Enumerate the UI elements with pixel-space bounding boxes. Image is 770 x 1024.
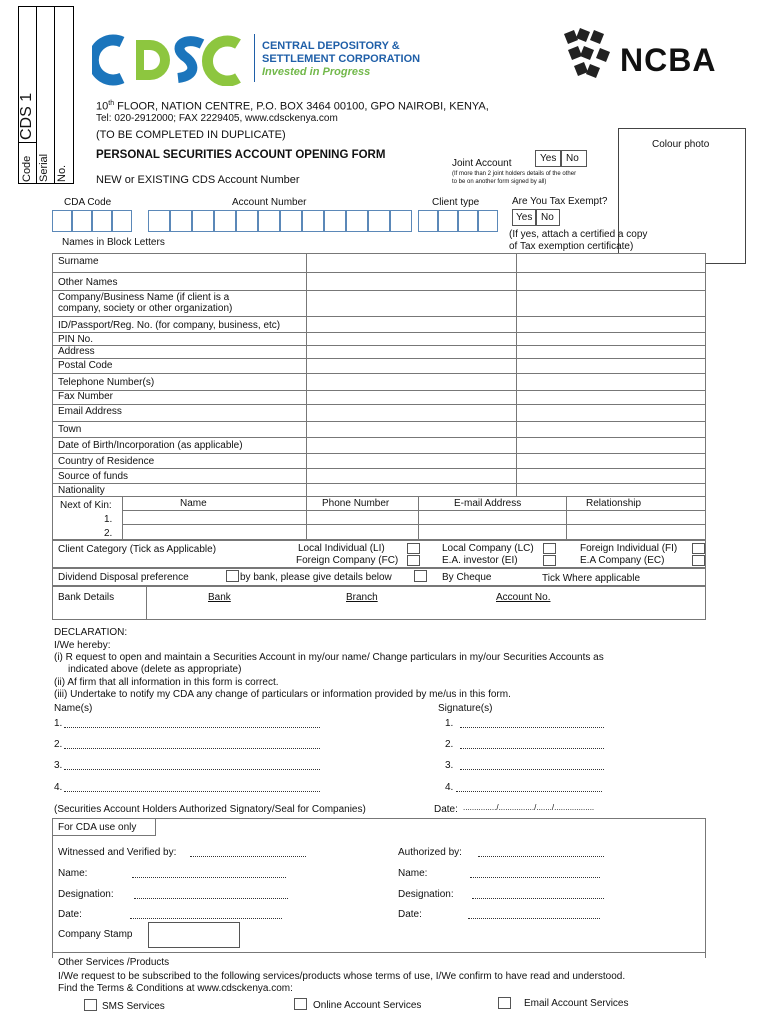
account-digit-box[interactable] [148, 210, 170, 232]
kin-row-line [122, 524, 706, 525]
name-num-4: 4. [54, 782, 63, 793]
cda-code-label: CDA Code [64, 197, 112, 208]
declaration-hereby: I/We hereby: [54, 640, 111, 651]
cda-code-box[interactable] [52, 210, 72, 232]
witnessed-label: Witnessed and Verified by: [58, 847, 177, 858]
dividend-bank-box[interactable] [226, 570, 239, 582]
client-type-label: Client type [432, 197, 480, 208]
field-fax: Fax Number [58, 391, 114, 402]
field-source: Source of funds [58, 471, 129, 482]
online-checkbox[interactable] [294, 998, 307, 1010]
dividend-cheque-opt: By Cheque [442, 572, 492, 583]
field-town: Town [58, 424, 82, 435]
tax-yes: Yes [516, 212, 533, 223]
cda-code-box[interactable] [72, 210, 92, 232]
bank-details-row [52, 586, 706, 620]
services-divider [52, 952, 706, 953]
side-divider-h [18, 142, 36, 143]
cat-ea-co: E.A Company (EC) [580, 555, 665, 566]
form-title: PERSONAL SECURITIES ACCOUNT OPENING FORM [96, 149, 386, 161]
account-no-label: Account No. [496, 592, 551, 603]
signature-line[interactable] [456, 791, 602, 792]
row-line [52, 290, 706, 291]
cat-ea-co-box[interactable] [692, 555, 705, 566]
cda-date-line[interactable] [130, 918, 282, 919]
email-checkbox[interactable] [498, 997, 511, 1009]
account-digit-box[interactable] [302, 210, 324, 232]
dividend-bank-opt: by bank, please give details below [240, 572, 392, 583]
cda-name-label-2: Name: [398, 868, 428, 879]
services-line1: I/We request to be subscribed to the following services/products whose terms of use, I/We confirm to have read and understood. [58, 971, 626, 982]
kin-col [122, 496, 123, 540]
cat-ea-inv: E.A. investor (EI) [442, 555, 518, 566]
address-post: FLOOR, NATION CENTRE, P.O. BOX 3464 00100, GPO NAIROBI, KENYA, [114, 100, 489, 113]
cda-date-line-2[interactable] [468, 918, 600, 919]
authorized-label: Authorized by: [398, 847, 462, 858]
signature-line[interactable] [460, 769, 604, 770]
cda-date-label-2: Date: [398, 909, 422, 920]
side-divider-2 [54, 6, 55, 184]
declaration-title: DECLARATION: [54, 627, 128, 638]
joint-note-1: (If more than 2 joint holders details of the other [452, 171, 577, 177]
account-digit-box[interactable] [236, 210, 258, 232]
tagline: Invested in Progress [262, 66, 371, 78]
designation-label-2: Designation: [398, 889, 454, 900]
cat-foreign-co-box[interactable] [407, 555, 420, 566]
signature-head: Signature(s) [438, 703, 493, 714]
kin-col [418, 496, 419, 540]
date-label: Date: [434, 804, 458, 815]
declaration-i1b: indicated above (delete as appropriate) [68, 664, 242, 675]
field-pin: PIN No. [58, 334, 94, 345]
cat-foreign-ind: Foreign Individual (FI) [580, 543, 678, 554]
dividend-label: Dividend Disposal preference [58, 572, 189, 583]
address-sup: th [108, 100, 115, 107]
bank-col [146, 586, 147, 620]
sig-num-3: 3. [445, 760, 454, 771]
cda-code-box[interactable] [112, 210, 132, 232]
tel-line: Tel: 020-2912000; FAX 2229405, www.cdsckenya.com [96, 113, 338, 124]
org-line2: SETTLEMENT CORPORATION [262, 53, 421, 65]
services-title: Other Services /Products [58, 957, 170, 968]
name-num-1: 1. [54, 718, 63, 729]
duplicate-note: (TO BE COMPLETED IN DUPLICATE) [96, 129, 286, 141]
side-divider-1 [36, 6, 37, 184]
email-service-label: Email Account Services [524, 998, 629, 1009]
cda-code-box[interactable] [92, 210, 112, 232]
services-line2: Find the Terms & Conditions at www.cdsckenya.com: [58, 983, 293, 994]
account-digit-box[interactable] [214, 210, 236, 232]
client-type-box[interactable] [478, 210, 498, 232]
category-label: Client Category (Tick as Applicable) [58, 544, 217, 555]
address-pre: 10 [96, 100, 109, 113]
kin-row-2: 2. [104, 528, 113, 539]
dividend-tick: Tick Where applicable [542, 573, 641, 584]
tax-question: Are You Tax Exempt? [512, 196, 608, 207]
cat-foreign-ind-box[interactable] [692, 543, 705, 554]
bank-label: Bank [208, 592, 231, 603]
account-digit-box[interactable] [280, 210, 302, 232]
cda-name-line[interactable] [132, 877, 286, 878]
cat-ea-inv-box[interactable] [543, 555, 556, 566]
dividend-cheque-box[interactable] [414, 570, 427, 582]
cdsc-logo-icon [92, 34, 244, 86]
account-digit-box[interactable] [192, 210, 214, 232]
field-address: Address [58, 346, 95, 357]
sms-label: SMS Services [102, 1001, 165, 1012]
cda-name-line-2[interactable] [470, 877, 600, 878]
seal-note: (Securities Account Holders Authorized Signatory/Seal for Companies) [54, 804, 366, 815]
field-nationality: Nationality [58, 485, 105, 496]
kin-col-phone: Phone Number [322, 498, 390, 509]
field-company-2: company, society or other organization) [58, 303, 233, 314]
ncba-mark-icon [560, 28, 616, 80]
online-label: Online Account Services [313, 1000, 422, 1011]
row-line [52, 390, 706, 391]
org-line1: CENTRAL DEPOSITORY & [262, 40, 400, 52]
new-existing-label: NEW or EXISTING CDS Account Number [96, 174, 300, 186]
field-country: Country of Residence [58, 456, 155, 467]
field-postal: Postal Code [58, 360, 113, 371]
account-digit-box[interactable] [390, 210, 412, 232]
cat-local-ind: Local Individual (LI) [298, 543, 385, 554]
account-digit-box[interactable] [258, 210, 280, 232]
logo-divider [254, 34, 255, 82]
account-digit-box[interactable] [324, 210, 346, 232]
designation-label: Designation: [58, 889, 114, 900]
row-line [52, 345, 706, 346]
cat-foreign-co: Foreign Company (FC) [296, 555, 399, 566]
no-label: No. [56, 164, 68, 182]
names-head: Name(s) [54, 703, 93, 714]
sig-num-4: 4. [445, 782, 454, 793]
row-line [52, 272, 706, 273]
kin-row-1: 1. [104, 514, 113, 525]
row-line [52, 483, 706, 484]
tax-no: No [541, 212, 554, 223]
field-company-1: Company/Business Name (if client is a [58, 292, 230, 303]
kin-col-relationship: Relationship [586, 498, 642, 509]
cda-name-label: Name: [58, 868, 88, 879]
declaration-i2: (ii) Af firm that all information in this form is correct. [54, 677, 279, 688]
row-line [52, 437, 706, 438]
sms-checkbox[interactable] [84, 999, 97, 1011]
name-line[interactable] [64, 748, 320, 749]
authorized-line[interactable] [478, 856, 604, 857]
joint-yes: Yes [540, 153, 557, 164]
field-id-no: ID/Passport/Reg. No. (for company, business, etc) [58, 320, 281, 331]
declaration-i1: (i) R equest to open and maintain a Securities Account in my/our name/ Change particulars in my/our Securities Accounts as [54, 652, 604, 663]
joint-no: No [566, 153, 579, 164]
row-line [52, 358, 706, 359]
names-block-label: Names in Block Letters [62, 237, 165, 248]
sig-num-2: 2. [445, 739, 454, 750]
name-num-2: 2. [54, 739, 63, 750]
account-digit-box[interactable] [346, 210, 368, 232]
row-line [52, 373, 706, 374]
kin-row-line [122, 510, 706, 511]
field-dob: Date of Birth/Incorporation (as applicable) [58, 440, 243, 451]
declaration-i3: (iii) Undertake to notify my CDA any change of particulars or information provided by me/us in this form. [54, 689, 511, 700]
row-line [52, 453, 706, 454]
client-type-box[interactable] [438, 210, 458, 232]
signature-line[interactable] [460, 748, 604, 749]
row-line [52, 421, 706, 422]
cat-local-co: Local Company (LC) [442, 543, 534, 554]
row-line [52, 468, 706, 469]
form-code: CDS 1 [18, 92, 35, 140]
colour-photo-label: Colour photo [652, 139, 710, 150]
account-digit-box[interactable] [170, 210, 192, 232]
signature-line[interactable] [460, 727, 604, 728]
tax-note-2: of Tax exemption certificate) [509, 241, 634, 252]
cat-local-ind-box[interactable] [407, 543, 420, 554]
bank-details-label: Bank Details [58, 592, 115, 603]
account-number-label: Account Number [232, 197, 307, 208]
field-telephone: Telephone Number(s) [58, 377, 155, 388]
designation-line[interactable] [134, 898, 288, 899]
client-type-box[interactable] [458, 210, 478, 232]
cat-local-co-box[interactable] [543, 543, 556, 554]
code-label: Code [21, 155, 33, 182]
field-email: Email Address [58, 406, 122, 417]
tax-note-1: (If yes, attach a certified a copy [509, 229, 648, 240]
field-other-names: Other Names [58, 277, 118, 288]
ncba-logo: NCBA [620, 42, 717, 78]
kin-col [566, 496, 567, 540]
name-line[interactable] [64, 727, 320, 728]
date-dots[interactable]: .............../................/......./.................. [463, 803, 595, 812]
row-line [52, 332, 706, 333]
row-line [52, 404, 706, 405]
joint-account-label: Joint Account [452, 158, 512, 169]
name-line[interactable] [64, 791, 320, 792]
kin-label: Next of Kin: [60, 500, 112, 511]
client-type-box[interactable] [418, 210, 438, 232]
address-line [96, 100, 489, 113]
sig-num-1: 1. [445, 718, 454, 729]
name-line[interactable] [64, 769, 320, 770]
row-line [52, 316, 706, 317]
kin-col [306, 496, 307, 540]
account-digit-box[interactable] [368, 210, 390, 232]
cda-title: For CDA use only [58, 822, 137, 833]
cda-date-label: Date: [58, 909, 82, 920]
company-stamp-box[interactable] [148, 922, 240, 948]
company-stamp-label: Company Stamp [58, 929, 133, 940]
name-num-3: 3. [54, 760, 63, 771]
kin-col-name: Name [180, 498, 207, 509]
kin-col-email: E-mail Address [454, 498, 522, 509]
witnessed-line[interactable] [190, 856, 306, 857]
serial-label: Serial [38, 153, 50, 182]
branch-label: Branch [346, 592, 378, 603]
joint-note-2: to be on another form signed by all) [452, 179, 547, 185]
designation-line-2[interactable] [472, 898, 604, 899]
field-surname: Surname [58, 256, 99, 267]
